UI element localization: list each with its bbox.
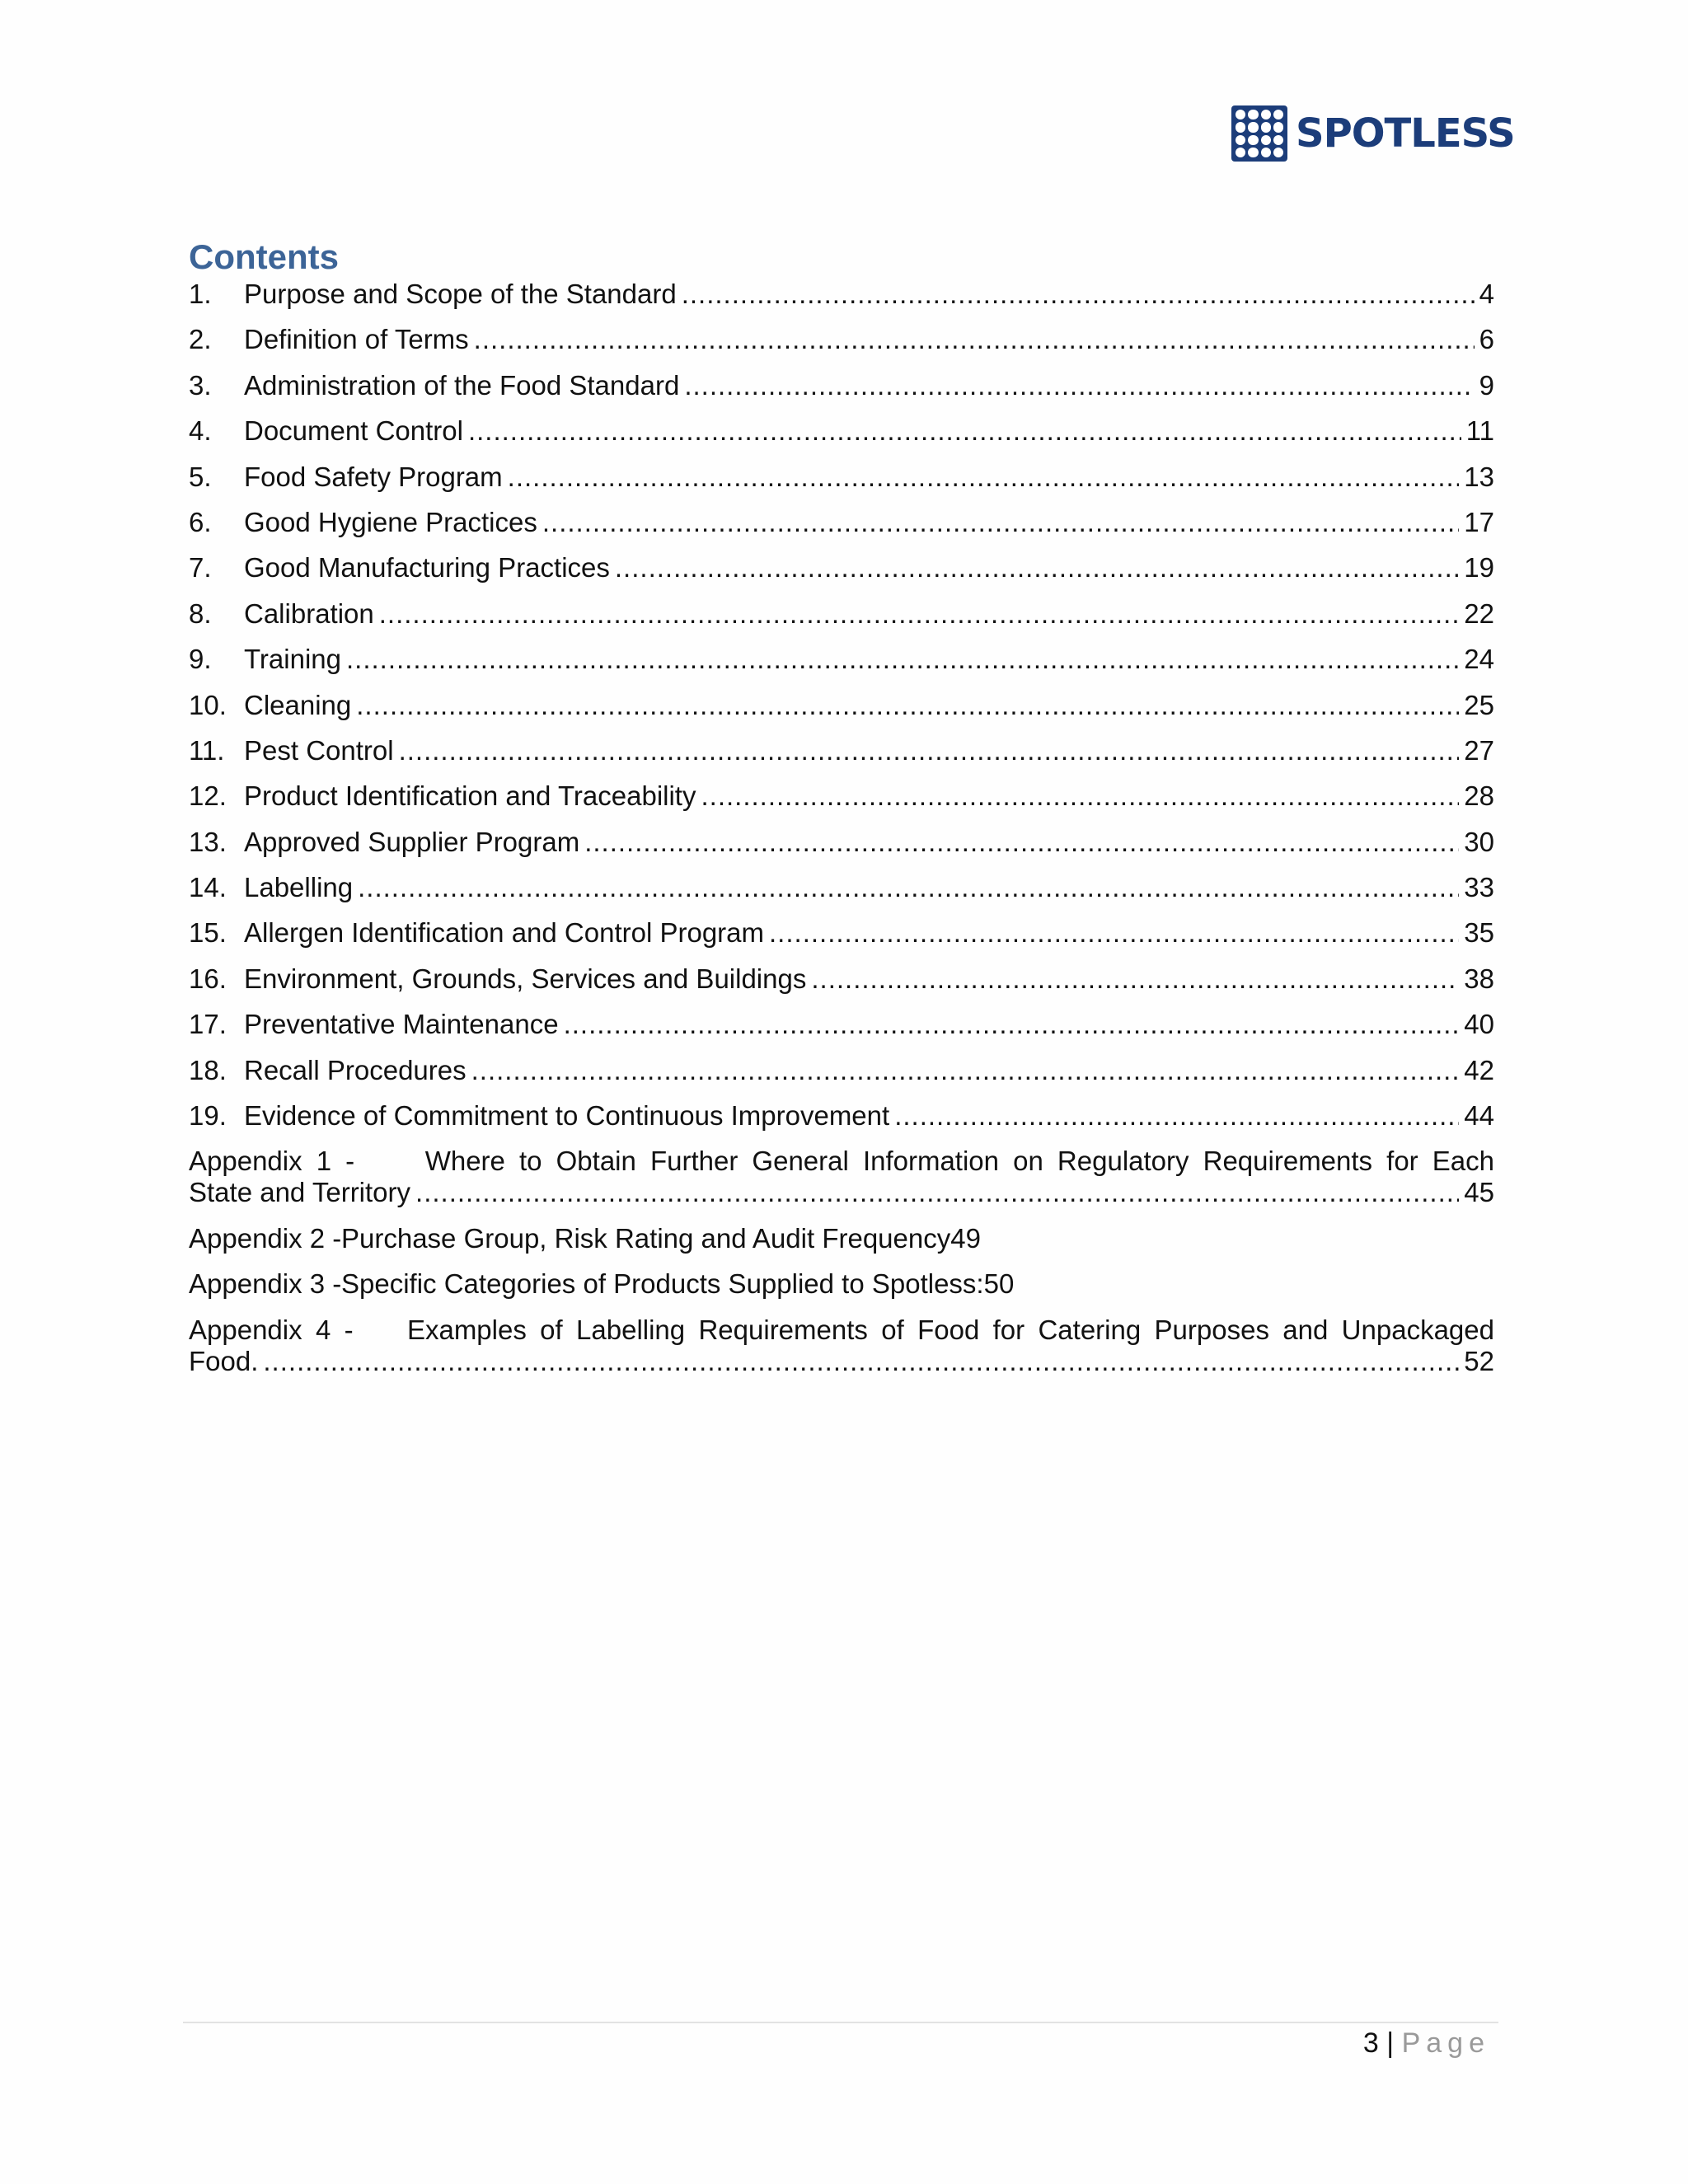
toc-page-number: 22 xyxy=(1464,598,1494,629)
toc-entry-15[interactable] xyxy=(189,917,1494,949)
toc-entry-17[interactable] xyxy=(189,1009,1494,1040)
table-of-contents xyxy=(189,279,1494,1391)
toc-entry-14[interactable] xyxy=(189,872,1494,903)
toc-entry-number: 13. xyxy=(189,826,227,857)
toc-page-number: 30 xyxy=(1464,826,1494,857)
toc-appendix-4[interactable] xyxy=(189,1315,1494,1377)
page-footer xyxy=(1363,2027,1490,2060)
contents-heading: Contents xyxy=(189,237,339,276)
toc-entry-number: 1. xyxy=(189,279,212,309)
dot-leader xyxy=(508,462,1460,493)
toc-appendix-3[interactable] xyxy=(189,1268,1494,1300)
toc-page-number: 40 xyxy=(1464,1009,1494,1040)
toc-entry-5[interactable] xyxy=(189,462,1494,493)
toc-page-number: 52 xyxy=(1464,1345,1494,1376)
toc-entry-title: Training xyxy=(244,644,341,675)
appendix-label: Appendix 2 - xyxy=(189,1222,342,1254)
dot-leader xyxy=(682,279,1475,310)
toc-entry-number: 8. xyxy=(189,598,212,629)
appendix-title-line2: Food. xyxy=(189,1345,259,1376)
toc-page-number: 24 xyxy=(1464,644,1494,675)
dot-leader xyxy=(811,963,1459,995)
logo-dots-icon xyxy=(1231,105,1287,162)
dot-leader xyxy=(564,1009,1460,1040)
appendix-title-line1: Examples of Labelling Requirements of Food for Catering Purposes and Unpackaged xyxy=(406,1314,1494,1345)
dot-leader xyxy=(615,552,1459,583)
toc-page-number: 19 xyxy=(1464,552,1494,583)
toc-entry-number: 10. xyxy=(189,689,227,720)
appendix-title-line2: State and Territory xyxy=(189,1177,411,1208)
toc-entry-number: 16. xyxy=(189,963,227,994)
toc-page-number: 28 xyxy=(1464,780,1494,812)
toc-entry-16[interactable] xyxy=(189,963,1494,995)
dot-leader xyxy=(356,690,1459,721)
toc-entry-title: Food Safety Program xyxy=(244,461,503,492)
toc-entry-number: 6. xyxy=(189,506,212,537)
toc-entry-4[interactable] xyxy=(189,415,1494,447)
toc-entry-number: 18. xyxy=(189,1054,227,1085)
toc-entry-title: Approved Supplier Program xyxy=(244,826,580,857)
toc-entry-title: Definition of Terms xyxy=(244,324,469,355)
page-word: Page xyxy=(1401,2027,1490,2059)
toc-entry-title: Labelling xyxy=(244,872,354,903)
toc-entry-number: 3. xyxy=(189,369,212,401)
appendix-label: Appendix 3 - xyxy=(189,1268,342,1300)
toc-entry-number: 2. xyxy=(189,324,212,355)
spotless-logo xyxy=(1231,105,1515,162)
toc-entry-title: Administration of the Food Standard xyxy=(244,369,680,401)
toc-entry-number: 7. xyxy=(189,552,212,583)
toc-page-number: 42 xyxy=(1464,1054,1494,1085)
appendix-label: Appendix 1 - xyxy=(189,1146,355,1177)
toc-entry-8[interactable] xyxy=(189,598,1494,630)
dot-leader xyxy=(415,1177,1459,1208)
dot-leader xyxy=(894,1100,1459,1132)
toc-entry-number: 9. xyxy=(189,644,212,675)
dot-leader xyxy=(542,507,1459,538)
dot-leader xyxy=(701,780,1459,812)
toc-entry-19[interactable] xyxy=(189,1100,1494,1132)
toc-entry-number: 12. xyxy=(189,780,227,812)
toc-entry-12[interactable] xyxy=(189,780,1494,812)
toc-entry-title: Document Control xyxy=(244,415,463,447)
toc-entry-number: 11. xyxy=(189,734,225,766)
toc-page-number: 13 xyxy=(1464,461,1494,492)
logo-text: SPOTLESS xyxy=(1296,110,1515,157)
toc-entry-title: Environment, Grounds, Services and Buildings xyxy=(244,963,807,994)
toc-entry-title: Good Manufacturing Practices xyxy=(244,552,610,583)
toc-appendix-2[interactable] xyxy=(189,1223,1494,1254)
toc-page-number: 9 xyxy=(1479,369,1494,401)
toc-page-number: 4 xyxy=(1479,279,1494,309)
toc-entry-title: Purpose and Scope of the Standard xyxy=(244,279,677,309)
appendix-label: Appendix 4 - xyxy=(189,1314,354,1345)
toc-entry-title: Good Hygiene Practices xyxy=(244,506,537,537)
toc-page-number: 35 xyxy=(1464,917,1494,949)
page-number: 3 xyxy=(1362,2027,1379,2059)
toc-entry-7[interactable] xyxy=(189,552,1494,583)
dot-leader xyxy=(358,872,1459,903)
dot-leader xyxy=(474,324,1475,355)
toc-entry-title: Cleaning xyxy=(244,689,352,720)
toc-entry-title: Preventative Maintenance xyxy=(244,1009,559,1040)
toc-entry-number: 17. xyxy=(189,1009,227,1040)
footer-divider xyxy=(183,2022,1498,2023)
toc-appendix-1[interactable] xyxy=(189,1146,1494,1208)
toc-page-number: 17 xyxy=(1464,506,1494,537)
dot-leader xyxy=(684,370,1474,401)
toc-page-number: 25 xyxy=(1464,689,1494,720)
toc-entry-11[interactable] xyxy=(189,735,1494,766)
toc-entry-13[interactable] xyxy=(189,827,1494,858)
toc-page-number: 44 xyxy=(1464,1100,1494,1132)
dot-leader xyxy=(263,1346,1459,1377)
toc-entry-title: Evidence of Commitment to Continuous Improvement xyxy=(244,1100,890,1132)
dot-leader xyxy=(346,644,1459,675)
toc-entry-title: Recall Procedures xyxy=(244,1054,467,1085)
toc-entry-title: Product Identification and Traceability xyxy=(244,780,696,812)
toc-entry-1[interactable] xyxy=(189,279,1494,310)
dot-leader xyxy=(468,415,1461,447)
toc-entry-title: Allergen Identification and Control Program xyxy=(244,917,765,949)
toc-entry-18[interactable] xyxy=(189,1055,1494,1086)
dot-leader xyxy=(584,827,1459,858)
toc-entry-number: 14. xyxy=(189,872,227,903)
toc-entry-title: Calibration xyxy=(244,598,374,629)
toc-entry-2[interactable] xyxy=(189,324,1494,355)
toc-page-number: 11 xyxy=(1465,415,1494,447)
toc-entry-title: Pest Control xyxy=(244,734,394,766)
toc-entry-9[interactable] xyxy=(189,644,1494,675)
appendix-title: Purchase Group, Risk Rating and Audit Frequency xyxy=(341,1222,951,1254)
appendix-title: Specific Categories of Products Supplied to Spotless: xyxy=(341,1268,984,1300)
toc-entry-number: 15. xyxy=(189,917,227,949)
appendix-title-line1: Where to Obtain Further General Information on Regulatory Requirements for Each xyxy=(424,1146,1494,1177)
toc-entry-number: 4. xyxy=(189,415,212,447)
toc-entry-3[interactable] xyxy=(189,370,1494,401)
dot-leader xyxy=(769,917,1459,949)
toc-entry-number: 19. xyxy=(189,1100,227,1132)
toc-entry-6[interactable] xyxy=(189,507,1494,538)
toc-page-number: 49 xyxy=(950,1222,981,1254)
toc-entry-10[interactable] xyxy=(189,690,1494,721)
toc-page-number: 45 xyxy=(1464,1177,1494,1208)
toc-page-number: 38 xyxy=(1464,963,1494,994)
toc-page-number: 33 xyxy=(1464,872,1494,903)
toc-page-number: 27 xyxy=(1464,734,1494,766)
dot-leader xyxy=(399,735,1460,766)
toc-page-number: 6 xyxy=(1479,324,1494,355)
toc-entry-number: 5. xyxy=(189,461,212,492)
dot-leader xyxy=(379,598,1460,630)
footer-separator: | xyxy=(1386,2027,1395,2059)
toc-page-number: 50 xyxy=(983,1268,1015,1300)
dot-leader xyxy=(471,1055,1460,1086)
